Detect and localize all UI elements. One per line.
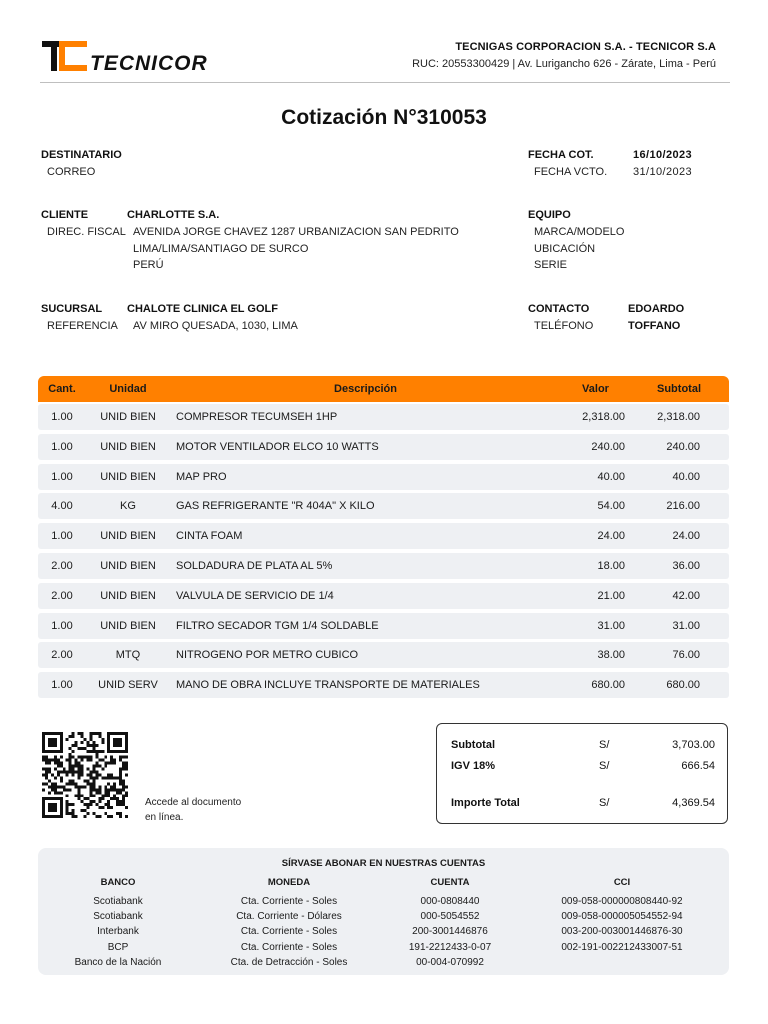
- reference-label: REFERENCIA: [47, 320, 118, 332]
- row-value: 21.00: [597, 589, 625, 602]
- col-unit: Unidad: [109, 383, 147, 395]
- col-subtotal: Subtotal: [657, 383, 701, 395]
- bank-account: 000-0808440: [420, 896, 480, 907]
- bank-currency: Cta. de Detracción - Soles: [230, 956, 348, 968]
- row-description: FILTRO SECADOR TGM 1/4 SOLDABLE: [176, 619, 379, 632]
- row-unit: UNID SERV: [98, 679, 158, 692]
- row-value: 18.00: [597, 559, 625, 572]
- page-title: Cotización N°310053: [281, 106, 487, 129]
- subtotal-label: Subtotal: [451, 739, 495, 751]
- expiry-date-value: 31/10/2023: [633, 166, 693, 178]
- bank-header: BANCO: [100, 877, 136, 888]
- branch-label: SUCURSAL: [41, 303, 103, 315]
- qr-caption-line-1: Accede al documento: [145, 797, 242, 808]
- logo-mark-icon: [40, 38, 90, 74]
- currency-header: MONEDA: [267, 877, 311, 888]
- equipment-brand-label: MARCA/MODELO: [534, 226, 625, 238]
- row-value: 40.00: [597, 470, 625, 483]
- fiscal-address-line-3: PERÚ: [133, 259, 164, 271]
- table-row: [38, 672, 729, 698]
- expiry-date-label: FECHA VCTO.: [534, 166, 608, 178]
- table-row: [38, 613, 729, 639]
- row-subtotal: 42.00: [672, 589, 700, 602]
- recipient-value: CORREO: [47, 166, 96, 178]
- equipment-serial-label: SERIE: [534, 259, 568, 271]
- igv-value: 666.54: [681, 760, 715, 772]
- bank-currency: Cta. Corriente - Soles: [240, 941, 338, 953]
- company-info: [412, 41, 716, 70]
- row-description: COMPRESOR TECUMSEH 1HP: [176, 411, 338, 423]
- company-logo: [40, 38, 220, 74]
- row-unit: UNID BIEN: [100, 619, 156, 632]
- equipment-label: EQUIPO: [528, 209, 571, 221]
- contact-label: CONTACTO: [528, 303, 590, 315]
- row-unit: UNID BIEN: [100, 559, 156, 572]
- table-row: [38, 583, 729, 609]
- bank-cci: [538, 955, 706, 970]
- row-qty: 1.00: [51, 679, 73, 692]
- row-subtotal: 2,318.00: [657, 411, 700, 423]
- bank-name: Interbank: [97, 926, 139, 938]
- row-subtotal: 40.00: [672, 470, 700, 483]
- contact-name: EDOARDO: [628, 303, 685, 315]
- client-name: CHARLOTTE S.A.: [127, 209, 220, 221]
- client-label: CLIENTE: [41, 209, 89, 221]
- bank-column: [46, 877, 190, 970]
- account-column: [390, 877, 510, 970]
- subtotal-currency: S/: [599, 739, 610, 751]
- total-value: 4,369.54: [672, 797, 715, 809]
- row-subtotal: 24.00: [672, 530, 700, 543]
- row-description: CINTA FOAM: [176, 530, 243, 543]
- row-subtotal: 31.00: [672, 619, 700, 632]
- bank-name: Scotiabank: [93, 896, 143, 907]
- contact-surname: TOFFANO: [628, 320, 681, 332]
- bank-cci: 009-058-000000808440-92: [561, 896, 683, 907]
- bank-cci: 002-191-002212433007-51: [561, 941, 683, 953]
- row-description: GAS REFRIGERANTE "R 404A" X KILO: [176, 500, 375, 513]
- row-description: MOTOR VENTILADOR ELCO 10 WATTS: [176, 440, 379, 453]
- row-subtotal: 240.00: [666, 440, 700, 453]
- row-value: 2,318.00: [582, 411, 625, 423]
- qr-caption: [145, 795, 265, 825]
- fiscal-address-line-1: AVENIDA JORGE CHAVEZ 1287 URBANIZACION SAN PEDRITO: [133, 226, 459, 238]
- header-divider: [40, 82, 730, 83]
- bank-name: Scotiabank: [93, 911, 143, 923]
- table-row: [38, 493, 729, 519]
- row-value: 38.00: [597, 649, 625, 662]
- row-value: 24.00: [597, 530, 625, 543]
- fiscal-address-label: DIREC. FISCAL: [47, 226, 126, 238]
- row-description: MANO DE OBRA INCLUYE TRANSPORTE DE MATERIALES: [176, 679, 480, 692]
- row-qty: 2.00: [51, 649, 73, 662]
- row-subtotal: 680.00: [666, 679, 700, 692]
- bank-name: BCP: [107, 941, 129, 953]
- totals-box: [436, 723, 728, 824]
- row-unit: KG: [120, 500, 136, 513]
- row-value: 240.00: [591, 440, 625, 453]
- bank-account: 000-5054552: [420, 911, 480, 923]
- table-row: [38, 642, 729, 668]
- table-row: [38, 464, 729, 490]
- logo-text: TECNICOR: [90, 52, 208, 75]
- row-unit: UNID BIEN: [100, 530, 156, 543]
- row-qty: 1.00: [51, 619, 73, 632]
- col-qty: Cant.: [48, 383, 76, 395]
- fiscal-address-line-2: LIMA/LIMA/SANTIAGO DE SURCO: [133, 243, 309, 255]
- row-unit: UNID BIEN: [100, 589, 156, 602]
- qr-caption-line-2: en línea.: [145, 812, 184, 823]
- quote-date-label: FECHA COT.: [528, 149, 594, 161]
- bank-currency: Cta. Corriente - Soles: [240, 926, 338, 938]
- cci-header: CCI: [613, 877, 631, 888]
- col-description: Descripción: [334, 383, 397, 395]
- bank-cci: 009-058-000005054552-94: [561, 911, 683, 923]
- row-description: MAP PRO: [176, 470, 227, 483]
- company-name: TECNIGAS CORPORACION S.A. - TECNICOR S.A: [455, 41, 716, 53]
- row-value: 54.00: [597, 500, 625, 513]
- row-unit: MTQ: [115, 649, 141, 662]
- row-qty: 4.00: [51, 500, 73, 513]
- bank-cci: 003-200-003001446876-30: [561, 926, 683, 938]
- table-row: [38, 553, 729, 579]
- row-qty: 1.00: [51, 470, 73, 483]
- total-label: Importe Total: [451, 797, 520, 809]
- row-description: VALVULA DE SERVICIO DE 1/4: [176, 589, 334, 602]
- branch-name: CHALOTE CLINICA EL GOLF: [127, 303, 278, 315]
- phone-label: TELÉFONO: [534, 320, 594, 332]
- row-unit: UNID BIEN: [100, 440, 156, 453]
- bank-account: 191-2212433-0-07: [408, 941, 492, 953]
- bank-account: 00-004-070992: [416, 956, 484, 968]
- bank-currency: Cta. Corriente - Soles: [240, 896, 338, 907]
- row-value: 31.00: [597, 619, 625, 632]
- row-qty: 1.00: [51, 530, 73, 543]
- table-row: [38, 404, 729, 430]
- reference-value: AV MIRO QUESADA, 1030, LIMA: [133, 320, 298, 332]
- items-table-header: [38, 376, 729, 402]
- cci-column: [538, 877, 706, 970]
- row-description: SOLDADURA DE PLATA AL 5%: [176, 559, 333, 572]
- company-address: RUC: 20553300429 | Av. Lurigancho 626 - Zárate, Lima - Perú: [412, 58, 716, 70]
- row-value: 680.00: [591, 679, 625, 692]
- equipment-location-label: UBICACIÓN: [534, 243, 596, 255]
- bank-panel-title: SÍRVASE ABONAR EN NUESTRAS CUENTAS: [281, 858, 486, 869]
- row-description: NITROGENO POR METRO CUBICO: [176, 649, 359, 662]
- subtotal-value: 3,703.00: [672, 739, 715, 751]
- igv-currency: S/: [599, 760, 610, 772]
- table-row: [38, 434, 729, 460]
- row-unit: UNID BIEN: [100, 470, 156, 483]
- qr-code-icon: [40, 732, 130, 818]
- bank-account: 200-3001446876: [412, 926, 488, 938]
- bank-currency: Cta. Corriente - Dólares: [236, 911, 342, 923]
- row-subtotal: 216.00: [666, 500, 700, 513]
- row-qty: 2.00: [51, 589, 73, 602]
- recipient-label: DESTINATARIO: [41, 149, 122, 161]
- row-qty: 1.00: [51, 411, 73, 423]
- row-subtotal: 76.00: [672, 649, 700, 662]
- bank-accounts-panel: [38, 848, 729, 975]
- items-table-body: [38, 404, 729, 702]
- row-qty: 2.00: [51, 559, 73, 572]
- account-header: CUENTA: [430, 877, 470, 888]
- document-header: [40, 38, 730, 84]
- row-unit: UNID BIEN: [100, 411, 156, 423]
- col-value: Valor: [582, 383, 609, 395]
- row-qty: 1.00: [51, 440, 73, 453]
- row-subtotal: 36.00: [672, 559, 700, 572]
- table-row: [38, 523, 729, 549]
- igv-label: IGV 18%: [451, 760, 496, 772]
- quote-date-value: 16/10/2023: [633, 149, 693, 161]
- total-currency: S/: [599, 797, 610, 809]
- bank-name: Banco de la Nación: [74, 956, 162, 968]
- currency-column: [206, 877, 372, 970]
